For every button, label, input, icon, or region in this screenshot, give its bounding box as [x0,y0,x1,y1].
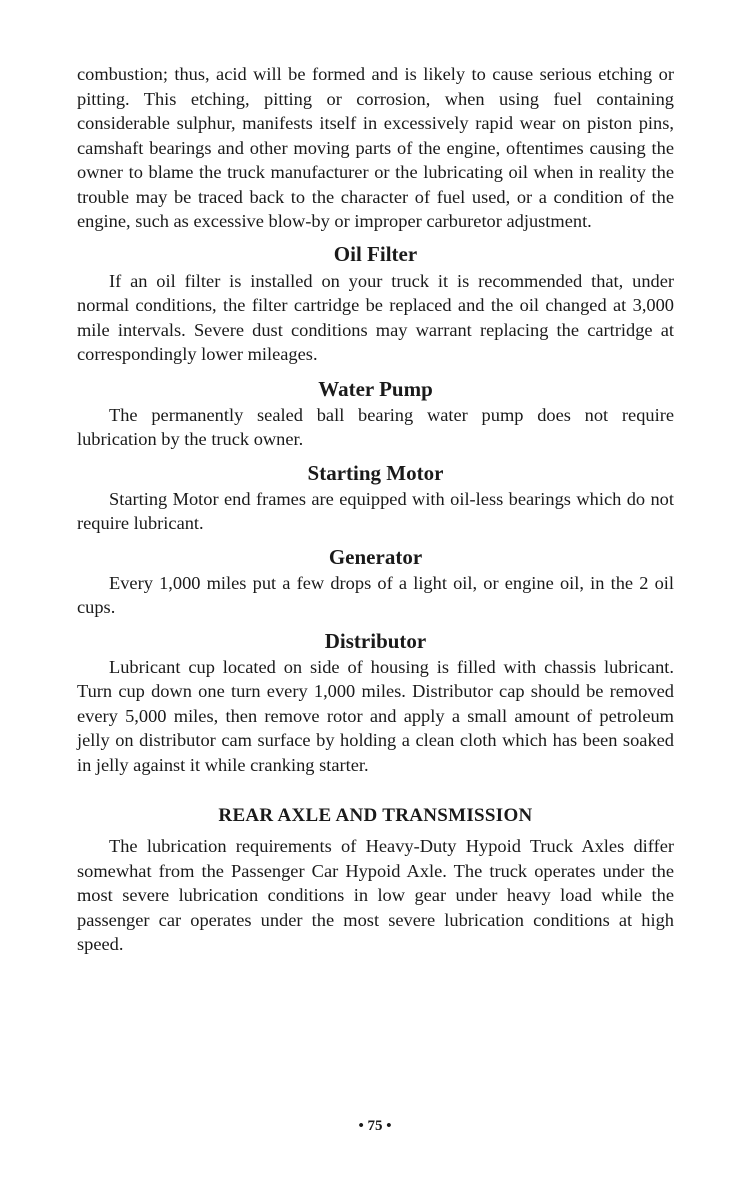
water-pump-heading: Water Pump [318,376,433,401]
rear-axle-heading: REAR AXLE AND TRANSMISSION [218,805,533,826]
distributor-paragraph: Lubricant cup located on side of housing is filled with chassis lubricant. Turn cup down one turn every 1,000 miles. Distributor cap should be removed every 5,000 miles, then remove rotor and apply a small amount of petroleum jelly on distributor cam surface by holding a clean cloth which has been soaked in jelly against it while cranking starter. [77,656,674,775]
oil-filter-paragraph: If an oil filter is installed on your truck it is recommended that, under normal conditions, the filter cartridge be replaced and the oil changed at 3,000 mile intervals. Severe dust conditions may warrant replacing the cartridge at correspondingly lower mileages. [77,270,674,364]
rear-axle-paragraph: The lubrication requirements of Heavy-Duty Hypoid Truck Axles differ somewhat from the Passenger Car Hypoid Axle. The truck operates under the most severe lubrication conditions in low gear under heavy load while the passenger car operates under the most severe lubrication conditions at high speed. [77,836,674,954]
water-pump-paragraph: The permanently sealed ball bearing water pump does not require lubrication by the truck owner. [77,404,674,449]
page-number: • 75 • [358,1118,392,1134]
starting-motor-heading: Starting Motor [307,460,444,485]
generator-paragraph: Every 1,000 miles put a few drops of a light oil, or engine oil, in the 2 oil cups. [77,572,674,617]
starting-motor-paragraph: Starting Motor end frames are equipped with oil-less bearings which do not require lubricant. [77,488,674,533]
distributor-heading: Distributor [324,628,427,653]
intro-paragraph: combustion; thus, acid will be formed and is likely to cause serious etching or pitting. This etching, pitting or corrosion, when using fuel containing considerable sulphur, manifests itself in excessively rapid wear on piston pins, camshaft bearings and other moving parts of the engine, oftentimes causing the owner to blame the truck manufacturer or the lubricating oil when in reality the trouble may be traced back to the character of fuel used, or a condition of the engine, such as excessive blow-by or improper carburetor adjustment. [77,64,674,231]
page-content [77,62,674,957]
generator-heading: Generator [328,544,423,569]
oil-filter-heading: Oil Filter [333,241,418,266]
